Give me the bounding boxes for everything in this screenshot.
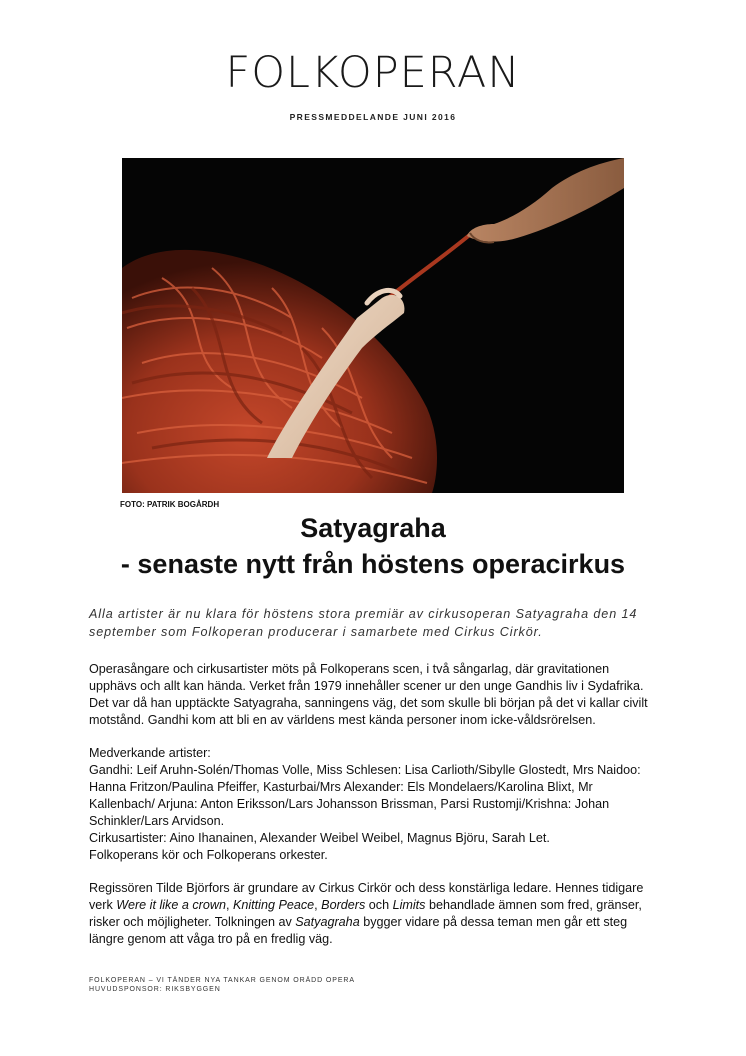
work-title: Limits bbox=[392, 898, 426, 912]
headline-line-1: Satyagraha bbox=[300, 513, 446, 543]
lead-paragraph: Alla artister är nu klara för höstens stora premiär av cirkusoperan Satyagraha den 14 september som Folkoperan producerar i samarbete med Cirkus Cirkör. bbox=[89, 607, 638, 639]
body-paragraph-3 bbox=[89, 880, 659, 948]
artists-heading: Medverkande artister: bbox=[89, 746, 211, 760]
text-span: bygger vidare på dessa teman men går ett steg längre genom att våga tro på en fredlig väg. bbox=[89, 915, 628, 946]
work-title: Knitting Peace bbox=[232, 898, 315, 912]
artists-circus: Cirkusartister: Aino Ihanainen, Alexander Weibel Weibel, Magnus Björu, Sarah Let. bbox=[89, 831, 550, 845]
work-title: Were it like a crown bbox=[116, 898, 226, 912]
footer-sponsor: HUVUDSPONSOR: RIKSBYGGEN bbox=[89, 986, 221, 993]
text-span: , bbox=[314, 898, 322, 912]
artists-cast: Gandhi: Leif Aruhn-Solén/Thomas Volle, Miss Schlesen: Lisa Carlioth/Sibylle Glostedt, Mrs Naidoo: Hanna Fritzon/Paulina Pfeiffer, Kasturbai/Mrs Alexander: Els Mondelaers/Karolina Blixt, Mr Kallenbach/ Arjuna: Anton Eriksson/Lars Johansson Brissman, Parsi Rustomji/Krishna: Johan Schinkler/Lars Arvidson. bbox=[89, 763, 641, 828]
work-title: Satyagraha bbox=[295, 915, 360, 929]
folkoperan-logo: FOLKOPERAN bbox=[225, 48, 521, 98]
artists-section bbox=[89, 745, 659, 864]
press-photo-illustration bbox=[122, 158, 624, 493]
text-span: Regissören Tilde Björfors är grundare av Cirkus Cirkör och dess konstärliga ledare. Hennes tidigare verk bbox=[89, 881, 644, 912]
text-span: behandlade ämnen som fred, gränser, risker och möjligheter. Tolkningen av bbox=[89, 898, 642, 929]
headline bbox=[0, 510, 746, 582]
press-photo bbox=[122, 158, 624, 493]
text-span: , bbox=[225, 898, 233, 912]
photo-credit: FOTO: PATRIK BOGÅRDH bbox=[120, 500, 220, 509]
page-footer bbox=[89, 976, 355, 994]
footer-tagline: FOLKOPERAN – VI TÄNDER NYA TANKAR GENOM ORÄDD OPERA bbox=[89, 977, 355, 984]
headline-line-2: - senaste nytt från höstens operacirkus bbox=[120, 549, 626, 579]
artists-ensemble: Folkoperans kör och Folkoperans orkester. bbox=[89, 848, 328, 862]
text-span: och bbox=[365, 898, 393, 912]
press-release-date: PRESSMEDDELANDE JUNI 2016 bbox=[289, 112, 457, 122]
work-title: Borders bbox=[321, 898, 366, 912]
body-paragraph-1: Operasångare och cirkusartister möts på Folkoperans scen, i två sångarlag, där gravitationen upphävs och allt kan hända. Verket från 1979 innehåller scener ur den unge Gandhis liv i Sydafrika. Det var då han upptäckte Satyagraha, sanningens väg, det som skulle bli början på det vi kallar civilt motstånd. Gandhi kom att bli en av världens mest kända personer inom icke-våldsrörelsen. bbox=[89, 662, 648, 727]
